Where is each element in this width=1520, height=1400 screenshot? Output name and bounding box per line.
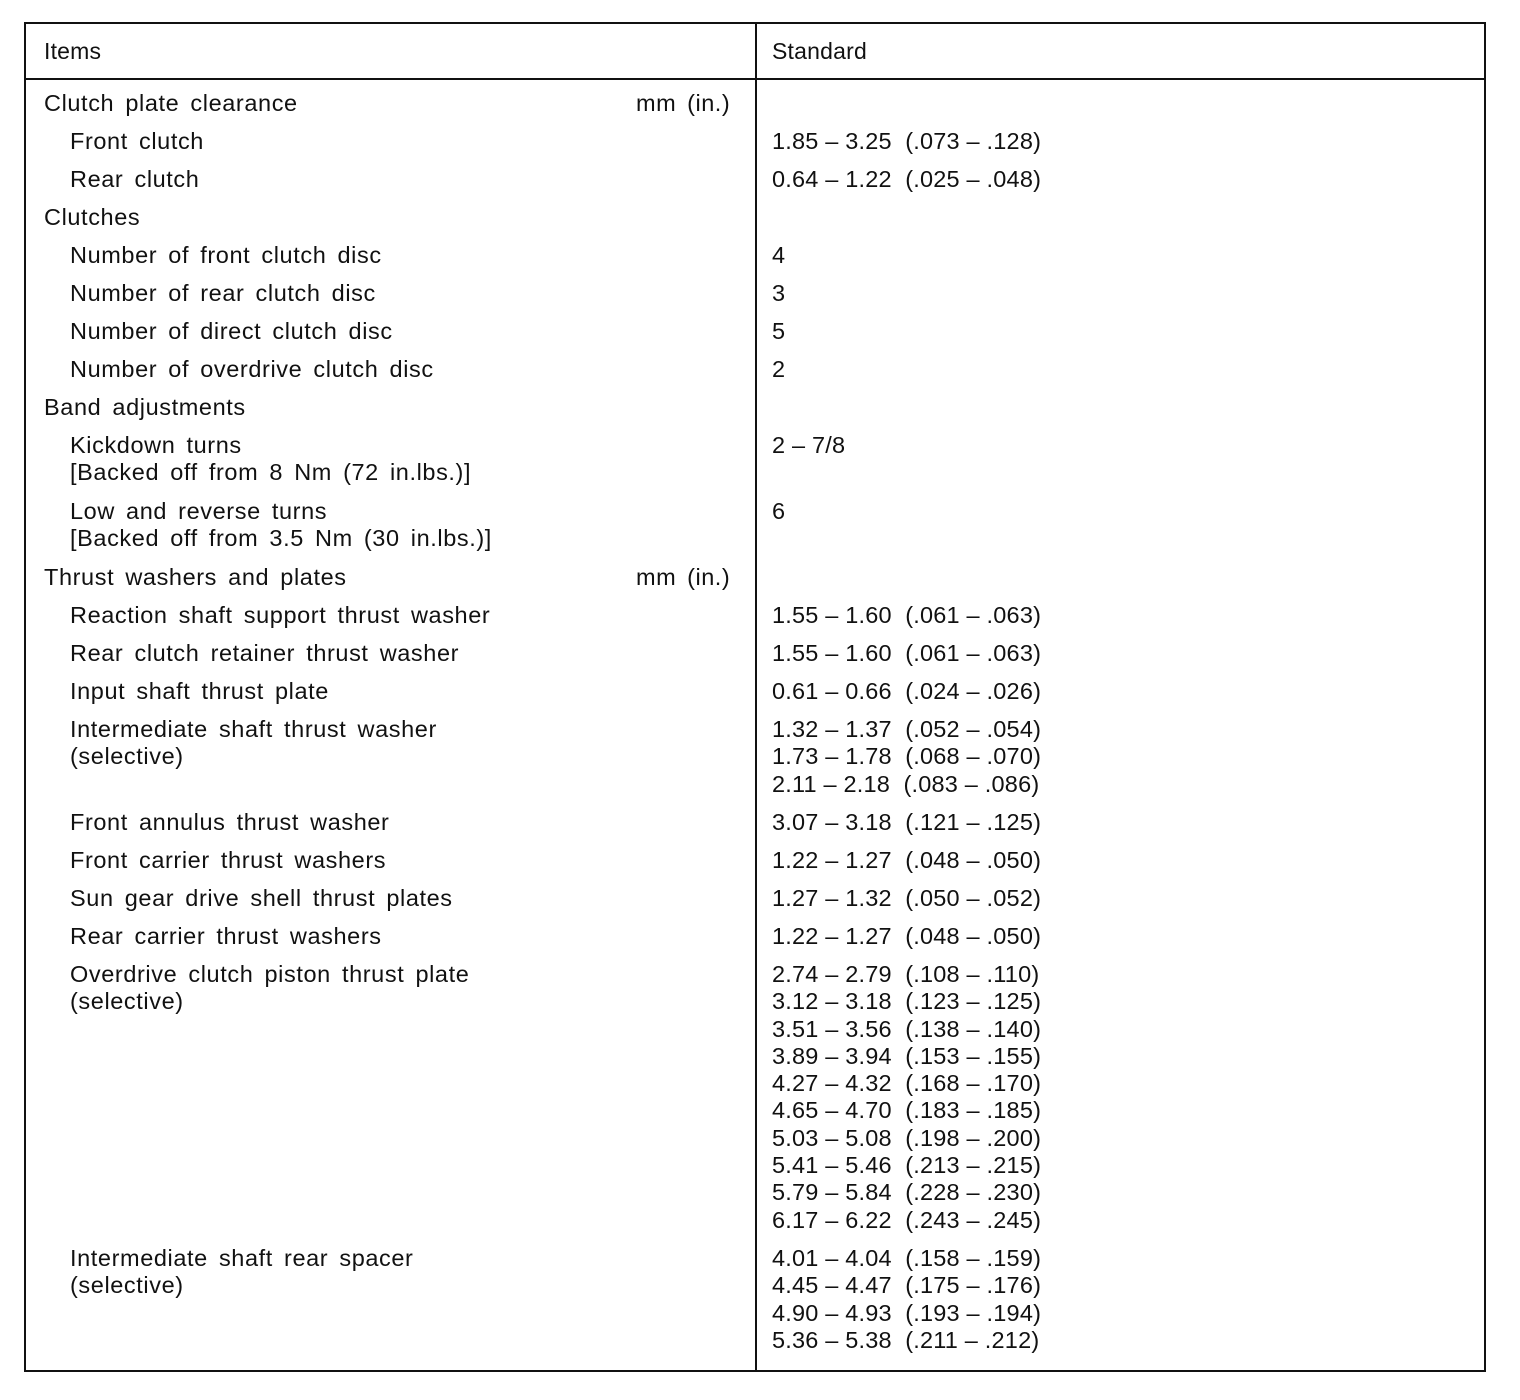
standard-value: 4.01 – 4.04 (.158 – .159) xyxy=(772,1245,1042,1271)
unit-label: mm (in.) xyxy=(636,564,731,590)
header-rule xyxy=(26,78,1484,80)
standard-values xyxy=(772,885,1041,912)
standard-value: 6.17 – 6.22 (.243 – .245) xyxy=(772,1206,1042,1233)
standard-value: 1.32 – 1.37 (.052 – .054) xyxy=(772,716,1042,742)
standard-value: 5 xyxy=(772,318,786,344)
standard-value: 1.27 – 1.32 (.050 – .052) xyxy=(772,885,1042,911)
table-row xyxy=(26,318,1484,356)
unit-label: mm (in.) xyxy=(636,90,731,116)
section-heading: Clutches xyxy=(44,204,141,230)
standard-value: 1.85 – 3.25 (.073 – .128) xyxy=(772,128,1042,154)
item-label: Overdrive clutch piston thrust plate (selective) xyxy=(70,961,470,1014)
header-standard: Standard xyxy=(772,38,867,64)
item-label: Kickdown turns [Backed off from 8 Nm (72 in.lbs.)] xyxy=(70,432,472,485)
standard-value: 5.79 – 5.84 (.228 – .230) xyxy=(772,1179,1042,1206)
standard-value: 3.89 – 3.94 (.153 – .155) xyxy=(772,1042,1042,1069)
standard-values xyxy=(772,166,1041,193)
section-heading: Band adjustments xyxy=(44,394,246,420)
item-label: Input shaft thrust plate xyxy=(70,678,329,704)
standard-value: 1.73 – 1.78 (.068 – .070) xyxy=(772,743,1042,770)
item-label: Sun gear drive shell thrust plates xyxy=(70,885,453,911)
item-label: Low and reverse turns [Backed off from 3.5 Nm (30 in.lbs.)] xyxy=(70,498,492,551)
table-row xyxy=(26,564,1484,602)
standard-value: 3.07 – 3.18 (.121 – .125) xyxy=(772,809,1042,835)
item-label: Reaction shaft support thrust washer xyxy=(70,602,491,628)
standard-value: 1.22 – 1.27 (.048 – .050) xyxy=(772,847,1042,873)
standard-value: 2 xyxy=(772,356,786,382)
item-label: Number of overdrive clutch disc xyxy=(70,356,434,382)
standard-value: 5.03 – 5.08 (.198 – .200) xyxy=(772,1124,1042,1151)
table-row xyxy=(26,716,1484,809)
standard-value: 3.51 – 3.56 (.138 – .140) xyxy=(772,1015,1042,1042)
standard-values xyxy=(772,1245,1041,1354)
standard-value: 1.55 – 1.60 (.061 – .063) xyxy=(772,640,1042,666)
standard-value: 3 xyxy=(772,280,786,306)
table-body xyxy=(26,90,1484,1365)
table-row xyxy=(26,809,1484,847)
standard-values xyxy=(772,961,1041,1234)
item-label: Front carrier thrust washers xyxy=(70,847,387,873)
table-row xyxy=(26,1245,1484,1365)
table-row xyxy=(26,640,1484,678)
item-label: Number of front clutch disc xyxy=(70,242,382,268)
standard-values xyxy=(772,640,1041,667)
item-label: Rear clutch xyxy=(70,166,200,192)
standard-value: 2.74 – 2.79 (.108 – .110) xyxy=(772,961,1040,987)
standard-values xyxy=(772,809,1041,836)
standard-value: 4.65 – 4.70 (.183 – .185) xyxy=(772,1097,1042,1124)
standard-value: 4.45 – 4.47 (.175 – .176) xyxy=(772,1272,1042,1299)
item-label: Number of direct clutch disc xyxy=(70,318,393,344)
standard-values xyxy=(772,318,785,345)
standard-values xyxy=(772,280,785,307)
table-row xyxy=(26,356,1484,394)
standard-values xyxy=(772,242,785,269)
item-label: Rear carrier thrust washers xyxy=(70,923,382,949)
standard-value: 4.27 – 4.32 (.168 – .170) xyxy=(772,1070,1042,1097)
table-row xyxy=(26,166,1484,204)
standard-value: 1.55 – 1.60 (.061 – .063) xyxy=(772,602,1042,628)
section-heading: Thrust washers and plates xyxy=(44,564,347,590)
table-row xyxy=(26,394,1484,432)
standard-value: 0.64 – 1.22 (.025 – .048) xyxy=(772,166,1042,192)
item-label: Rear clutch retainer thrust washer xyxy=(70,640,460,666)
standard-value: 3.12 – 3.18 (.123 – .125) xyxy=(772,988,1042,1015)
item-label: Front annulus thrust washer xyxy=(70,809,390,835)
table-row xyxy=(26,128,1484,166)
standard-values xyxy=(772,602,1041,629)
table-row xyxy=(26,678,1484,716)
item-label: Intermediate shaft thrust washer (selective) xyxy=(70,716,437,769)
table-row xyxy=(26,885,1484,923)
standard-values xyxy=(772,356,785,383)
table-row xyxy=(26,602,1484,640)
standard-value: 1.22 – 1.27 (.048 – .050) xyxy=(772,923,1042,949)
item-label: Number of rear clutch disc xyxy=(70,280,376,306)
standard-value: 5.36 – 5.38 (.211 – .212) xyxy=(772,1326,1040,1353)
standard-values xyxy=(772,923,1041,950)
spec-table xyxy=(24,22,1486,1372)
table-row xyxy=(26,242,1484,280)
standard-values xyxy=(772,678,1041,705)
standard-values xyxy=(772,847,1041,874)
standard-value: 2.11 – 2.18 (.083 – .086) xyxy=(772,770,1040,797)
table-row xyxy=(26,847,1484,885)
standard-value: 6 xyxy=(772,498,786,524)
standard-value: 2 – 7/8 xyxy=(772,432,846,458)
table-row xyxy=(26,498,1484,564)
section-heading: Clutch plate clearance xyxy=(44,90,298,116)
table-row xyxy=(26,923,1484,961)
table-row xyxy=(26,280,1484,318)
table-row xyxy=(26,204,1484,242)
item-label: Front clutch xyxy=(70,128,204,154)
standard-value: 4 xyxy=(772,242,786,268)
standard-value: 4.90 – 4.93 (.193 – .194) xyxy=(772,1299,1042,1326)
table-row xyxy=(26,432,1484,498)
standard-values xyxy=(772,716,1041,798)
standard-values xyxy=(772,498,785,525)
standard-value: 0.61 – 0.66 (.024 – .026) xyxy=(772,678,1042,704)
standard-values xyxy=(772,432,845,459)
table-row xyxy=(26,961,1484,1245)
table-row xyxy=(26,90,1484,128)
standard-value: 5.41 – 5.46 (.213 – .215) xyxy=(772,1152,1042,1179)
standard-values xyxy=(772,128,1041,155)
item-label: Intermediate shaft rear spacer (selective) xyxy=(70,1245,414,1298)
header-items: Items xyxy=(44,38,102,64)
